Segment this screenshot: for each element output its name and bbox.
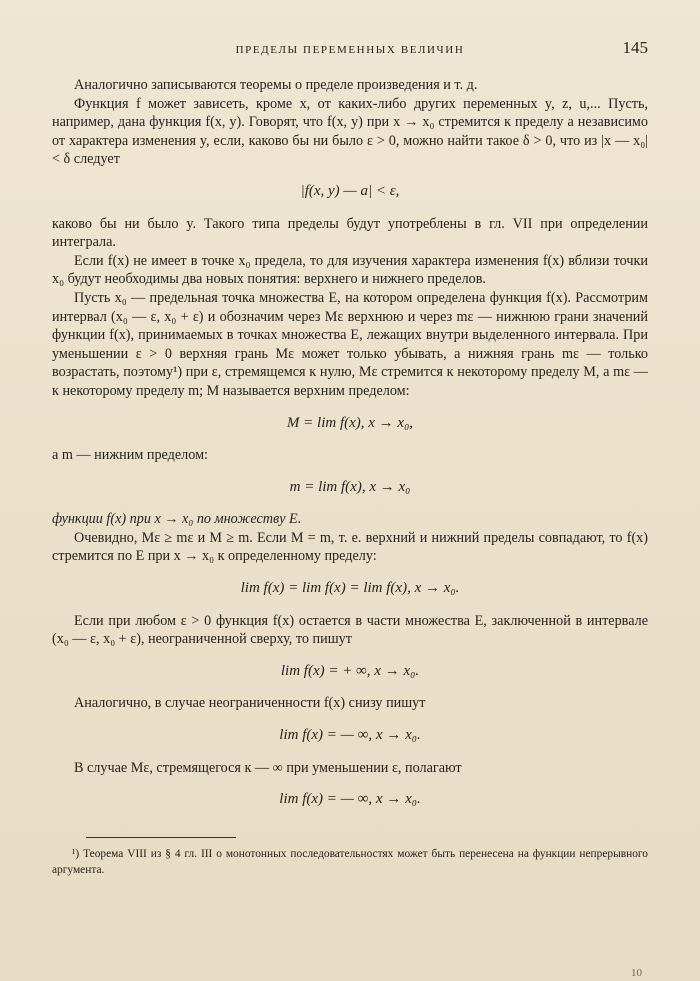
paragraph: функции f(x) при x → x₀ по множеству E.: [52, 511, 302, 528]
paragraph: Аналогично записываются теоремы о пределе произведения и т. д.: [74, 77, 478, 93]
formula: lim f(x) = + ∞, x → x₀.: [280, 662, 420, 679]
paragraph: каково бы ни было y. Такого типа пределы будут употреблены в гл. VII при определении интеграла.: [52, 215, 648, 251]
paragraph: Если при любом ε > 0 функция f(x) остается в части множества E, заключенной в интервале (x₀ — ε, x₀ + ε), неограниченной сверху, то пишут: [52, 612, 648, 648]
page-header: [52, 38, 648, 66]
signature-mark: 10: [631, 967, 642, 979]
paragraph: Аналогично, в случае неограниченности f(x) снизу пишут: [74, 695, 426, 712]
paragraph: Функция f может зависеть, кроме x, от каких-либо других переменных y, z, u,... Пусть, например, дана функция f(x, y). Говорят, что f(x, y) при x → x₀ стремится к пределу a независимо от характера изменения y, если, каково бы ни было ε > 0, можно найти такое δ > 0, что из |x — x₀| < δ следует: [52, 95, 648, 168]
formula: |f(x, y) — a| < ε,: [300, 182, 400, 199]
footnote-divider: [86, 837, 236, 838]
paragraph: Очевидно, Mε ≥ mε и M ≥ m. Если M = m, т. е. верхний и нижний пределы совпадают, то f(x) стремится по E при x → x₀ к определенному пределу:: [52, 529, 648, 565]
page-body: [52, 76, 648, 809]
formula-limits-equal: lim f(x) = lim f(x) = lim f(x), x → x₀.: [240, 580, 460, 597]
running-title: ПРЕДЕЛЫ ПЕРЕМЕННЫХ ВЕЛИЧИН: [235, 44, 465, 56]
paragraph: а m — нижним пределом:: [52, 447, 208, 464]
formula: lim f(x) = — ∞, x → x₀.: [279, 791, 421, 808]
formula-lower-limit: m = lim f(x), x → x₀: [289, 478, 411, 495]
footnote: ¹) Теорема VIII из § 4 гл. III о монотонных последовательностях может быть перенесена на функции непрерывного аргумента.: [52, 847, 648, 876]
paragraph: Если f(x) не имеет в точке x₀ предела, то для изучения характера изменения f(x) вблизи точки x₀ будут необходимы два новых понятия: верхнего и нижнего пределов.: [52, 252, 648, 288]
page-number: 145: [622, 38, 648, 57]
formula: lim f(x) = — ∞, x → x₀.: [279, 727, 421, 744]
paragraph: Пусть x₀ — предельная точка множества E, на котором определена функция f(x). Рассмотрим интервал (x₀ — ε, x₀ + ε) и обозначим через Mε верхнюю и через mε — нижнюю грани значений функции f(x), принимаемых в точках множества E, лежащих внутри выделенного интервала. При уменьшении ε > 0 верхняя грань Mε может только убывать, а нижняя грань mε — только возрастать, поэтому¹) при ε, стремящемся к нулю, Mε стремится к некоторому пределу M, а mε — к некоторому пределу m; M называется верхним пределом:: [52, 289, 648, 399]
paragraph: В случае Mε, стремящегося к — ∞ при уменьшении ε, полагают: [74, 759, 462, 776]
formula-upper-limit: M = lim f(x), x → x₀,: [286, 414, 414, 431]
